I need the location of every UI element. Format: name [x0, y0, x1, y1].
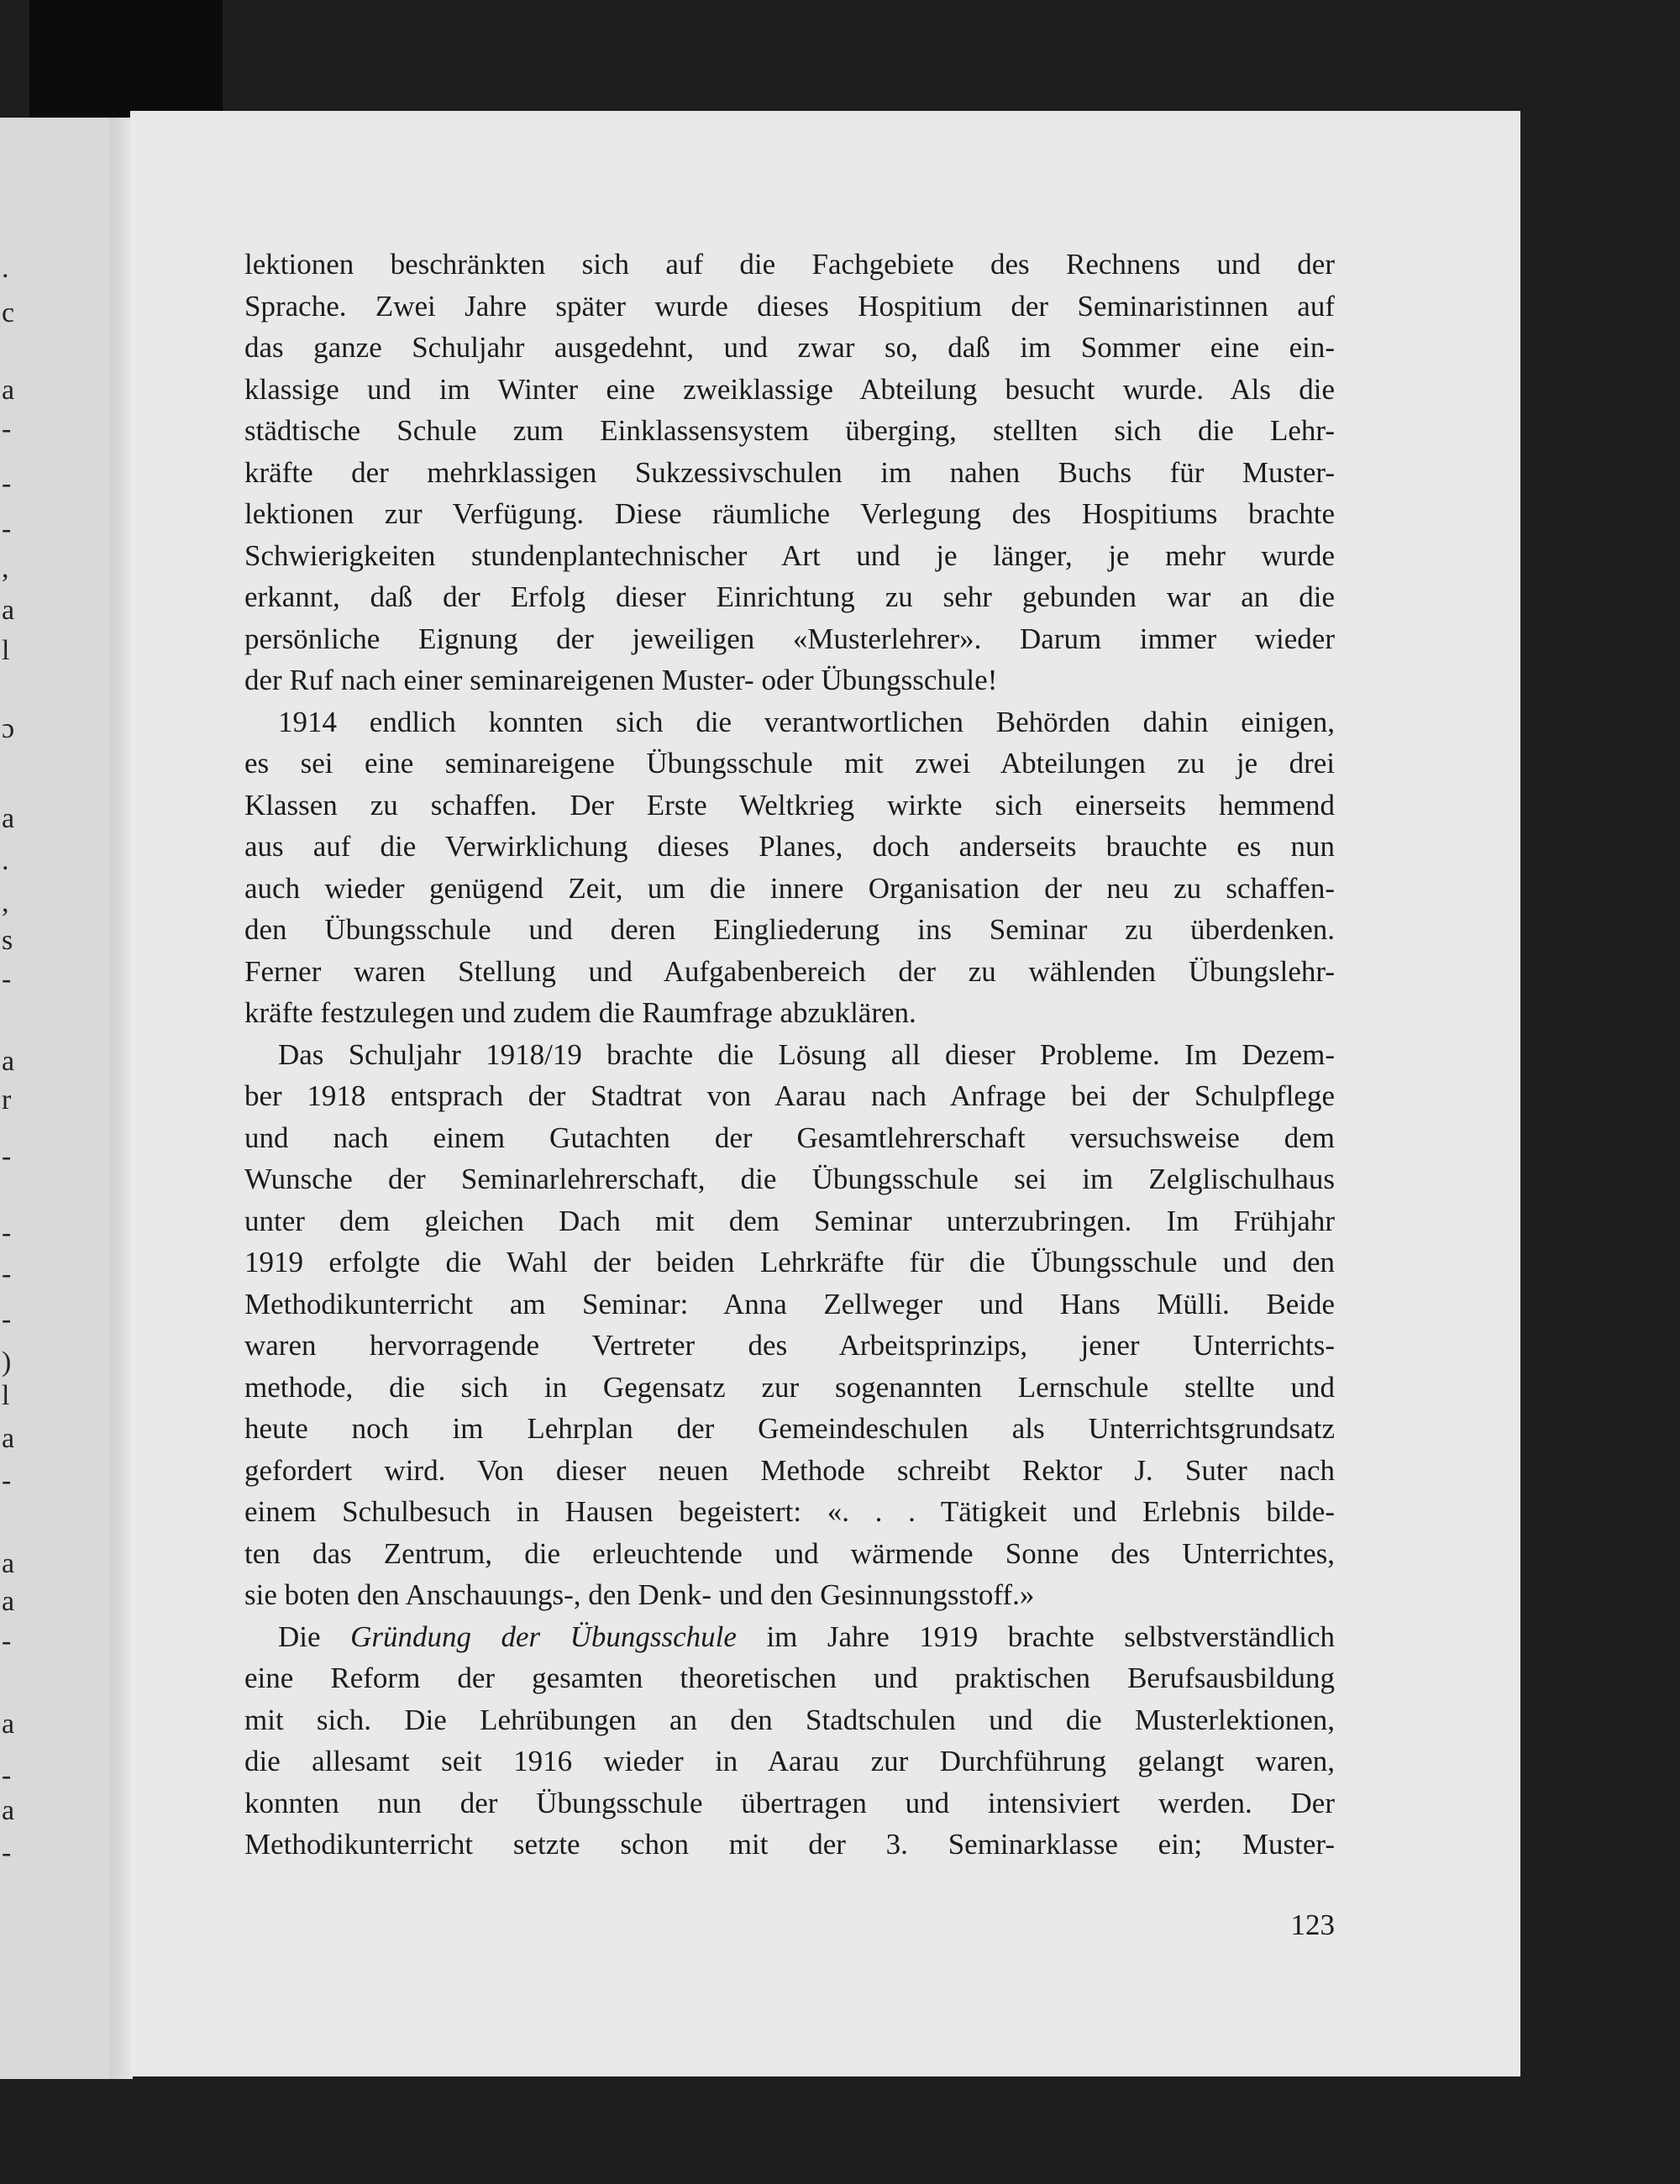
facing-page-glyph: a: [2, 1709, 15, 1740]
text-line: lektionen zur Verfügung. Diese räumliche Verlegung des Hospitiums brachte: [244, 497, 1335, 530]
facing-page-glyph: -: [2, 1217, 12, 1248]
text-line: eine Reform der gesamten theoretischen und praktischen Berufsausbildung: [244, 1662, 1335, 1694]
book-page: [130, 111, 1520, 2076]
text-line: den Übungsschule und deren Eingliederung ins Seminar zu überdenken.: [244, 913, 1335, 946]
facing-page-glyph: s: [2, 925, 13, 956]
facing-page-glyph: r: [2, 1084, 12, 1116]
facing-page-glyph: a: [2, 803, 15, 834]
facing-page-glyph: -: [2, 1304, 12, 1335]
text-line: einem Schulbesuch in Hausen begeistert: «. . . Tätigkeit und Erlebnis bilde-: [244, 1495, 1335, 1528]
text-line: [244, 1616, 1335, 1658]
text-line: und nach einem Gutachten der Gesamtlehrerschaft versuchsweise dem: [244, 1121, 1335, 1154]
text-line: Schwierigkeiten stundenplantechnischer Art und je länger, je mehr wurde: [244, 538, 1335, 572]
facing-page-glyph: ,: [2, 887, 9, 918]
text-line: kräfte der mehrklassigen Sukzessivschulen im nahen Buchs für Muster-: [244, 455, 1335, 489]
text-line: Methodikunterricht setzte schon mit der 3. Seminarklasse ein; Muster-: [244, 1828, 1335, 1861]
facing-page-glyph: ,: [2, 553, 9, 584]
text-line: 1914 endlich konnten sich die verantwortlichen Behörden dahin einigen,: [278, 705, 1335, 738]
text-line: konnten nun der Übungsschule übertragen und intensiviert werden. Der: [244, 1786, 1335, 1819]
text-line: unter dem gleichen Dach mit dem Seminar unterzubringen. Im Frühjahr: [244, 1204, 1335, 1237]
text-line: der Ruf nach einer seminareigenen Muster- oder Übungsschule!: [244, 664, 998, 696]
facing-page-glyph: ɔ: [2, 713, 15, 744]
text-line: das ganze Schuljahr ausgedehnt, und zwar so, daß im Sommer eine ein-: [244, 331, 1335, 364]
text-line: Wunsche der Seminarlehrerschaft, die Übungsschule sei im Zelglischulhaus: [244, 1163, 1335, 1195]
text-line: lektionen beschränkten sich auf die Fachgebiete des Rechnens und der: [244, 248, 1335, 281]
text-line: 1919 erfolgte die Wahl der beiden Lehrkräfte für die Übungsschule und den: [244, 1246, 1335, 1278]
facing-page-glyph: .: [2, 253, 9, 284]
page-number: 123: [1290, 1908, 1335, 1941]
text-line: persönliche Eignung der jeweiligen «Musterlehrer». Darum immer wieder: [244, 622, 1335, 655]
facing-page-glyph: -: [2, 513, 12, 544]
body-text: [244, 244, 1335, 1866]
text-line: klassige und im Winter eine zweiklassige Abteilung besucht wurde. Als die: [244, 372, 1335, 406]
facing-page-glyph: -: [2, 1465, 12, 1496]
facing-page-glyph: a: [2, 1795, 15, 1826]
facing-page-glyph: a: [2, 375, 15, 406]
text-line: auch wieder genügend Zeit, um die innere Organisation der neu zu schaffen-: [244, 871, 1335, 905]
text-line: Das Schuljahr 1918/19 brachte die Lösung all dieser Probleme. Im Dezem-: [278, 1037, 1335, 1071]
text-line: Klassen zu schaffen. Der Erste Weltkrieg wirkte sich einerseits hemmend: [244, 788, 1335, 822]
facing-page-glyph: -: [2, 1141, 12, 1172]
facing-page-glyph: -: [2, 1625, 12, 1656]
text-line: gefordert wird. Von dieser neuen Methode schreibt Rektor J. Suter nach: [244, 1453, 1335, 1487]
text-line: waren hervorragende Vertreter des Arbeitsprinzips, jener Unterrichts-: [244, 1329, 1335, 1362]
text-line: Ferner waren Stellung und Aufgabenbereich der zu wählenden Übungslehr-: [244, 954, 1335, 988]
facing-page-glyph: -: [2, 1837, 12, 1868]
facing-page-glyph: -: [2, 1258, 12, 1289]
text-line: es sei eine seminareigene Übungsschule mit zwei Abteilungen zu je drei: [244, 747, 1335, 780]
emphasized-phrase: Gründung der Übungsschule: [350, 1620, 737, 1653]
facing-page-glyph: a: [2, 1586, 15, 1617]
text-line: methode, die sich in Gegensatz zur sogenannten Lernschule stellte und: [244, 1370, 1335, 1404]
facing-page-glyph: a: [2, 1548, 15, 1579]
facing-page-glyph: l: [2, 635, 10, 666]
facing-page-glyph: -: [2, 413, 12, 444]
facing-page-glyph: a: [2, 595, 15, 626]
text-line: mit sich. Die Lehrübungen an den Stadtschulen und die Musterlektionen,: [244, 1703, 1335, 1736]
text-line: städtische Schule zum Einklassensystem überging, stellten sich die Lehr-: [244, 414, 1335, 447]
text-segment: Die: [278, 1620, 321, 1653]
text-line: ten das Zentrum, die erleuchtende und wärmende Sonne des Unterrichtes,: [244, 1536, 1335, 1570]
text-line: die allesamt seit 1916 wieder in Aarau zur Durchführung gelangt waren,: [244, 1745, 1335, 1777]
text-line: heute noch im Lehrplan der Gemeindeschulen als Unterrichtsgrundsatz: [244, 1412, 1335, 1445]
text-segment: im Jahre 1919 brachte selbstverständlich: [766, 1620, 1336, 1653]
book-gutter: [109, 118, 133, 2079]
facing-page-glyph: -: [2, 1760, 12, 1791]
text-line: sie boten den Anschauungs-, den Denk- und den Gesinnungsstoff.»: [244, 1578, 1035, 1611]
facing-page-glyph: a: [2, 1423, 15, 1454]
facing-page-glyph: -: [2, 468, 12, 499]
facing-page-glyph: .: [2, 845, 9, 876]
text-line: erkannt, daß der Erfolg dieser Einrichtung zu sehr gebunden war an die: [244, 580, 1335, 613]
paragraph: [244, 1616, 1335, 1866]
text-line: Sprache. Zwei Jahre später wurde dieses Hospitium der Seminaristinnen auf: [244, 289, 1335, 323]
facing-page-glyph: c: [2, 297, 15, 328]
text-line: Methodikunterricht am Seminar: Anna Zellweger und Hans Mülli. Beide: [244, 1287, 1335, 1320]
facing-page-glyph: l: [2, 1380, 10, 1411]
facing-page-glyph: -: [2, 963, 12, 995]
paragraph: [244, 1034, 1335, 1616]
facing-page-glyph: ): [2, 1347, 12, 1378]
paragraph: [244, 701, 1335, 1034]
paragraph: [244, 244, 1335, 701]
text-line: aus auf die Verwirklichung dieses Planes, doch anderseits brauchte es nun: [244, 830, 1335, 863]
text-line: ber 1918 entsprach der Stadtrat von Aarau nach Anfrage bei der Schulpflege: [244, 1079, 1335, 1112]
text-line: kräfte festzulegen und zudem die Raumfrage abzuklären.: [244, 996, 916, 1029]
facing-page-glyph: a: [2, 1046, 15, 1077]
